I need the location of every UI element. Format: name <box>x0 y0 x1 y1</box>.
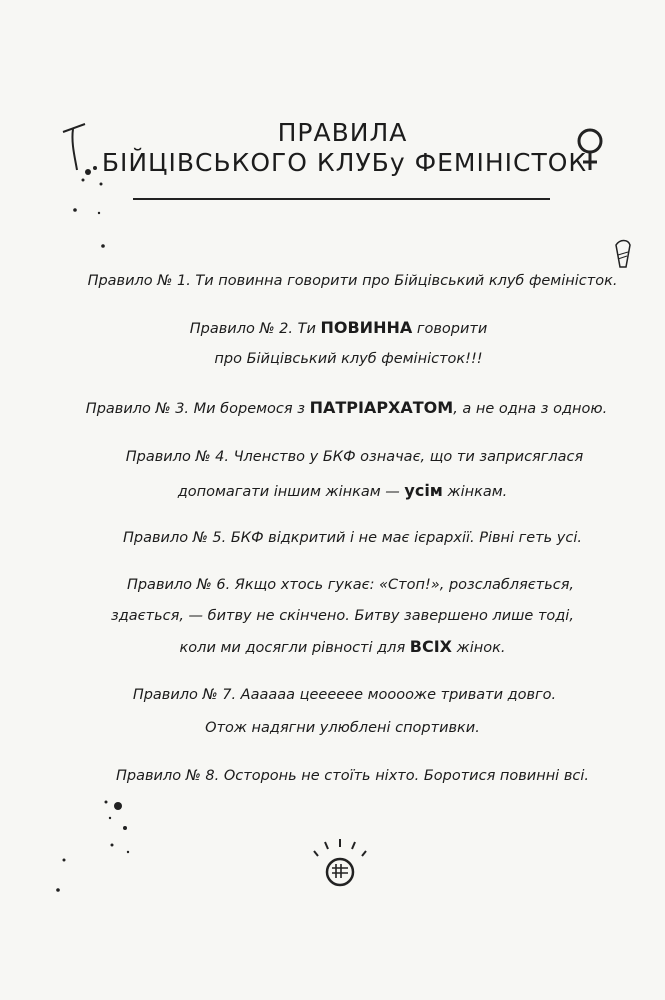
rule-1: Правило № 1. Ти повинна говорити про Бійцівський клуб феміністок. <box>87 273 618 289</box>
rule-7: Правило № 7. Аааааа цеееееe мооооже тривати довго. <box>132 687 557 703</box>
rule-6-line3: коли ми досягли рівності для ВСІХ жінок. <box>179 637 506 656</box>
page-title-line2: БІЙЦІВСЬКОГО КЛУБу ФЕМІНІСТОК <box>101 148 588 177</box>
venus-symbol-icon <box>570 125 610 175</box>
rule-4: Правило № 4. Членство у БКФ означає, що ти заприсяглася <box>125 449 584 465</box>
rule-3: Правило № 3. Ми боремося з ПАТРІАРХАТОМ, а не одна з одною. <box>85 398 608 417</box>
rule-2-line2: про Бійцівський клуб феміністок!!! <box>214 351 483 367</box>
rule-4-line2: допомагати іншим жінкам — усім жінкам. <box>177 481 508 500</box>
rule-6-line2: здається, — битву не скінчено. Битву завершено лише тоді, <box>111 608 574 624</box>
rule-5: Правило № 5. БКФ відкритий і не має ієрархії. Рівні геть усі. <box>122 530 582 546</box>
rule-6: Правило № 6. Якщо хтось гукає: «Стоп!», розслабляється, <box>126 577 575 593</box>
title-underline <box>133 198 550 200</box>
ink-splatter-icon <box>50 790 140 900</box>
rule-2: Правило № 2. Ти ПОВИННА говорити <box>189 318 488 337</box>
raised-fist-icon <box>310 838 370 890</box>
rule-8: Правило № 8. Осторонь не стоїть ніхто. Боротися повинні всі. <box>116 768 589 784</box>
rule-7-line2: Отож надягни улюблені спортивки. <box>205 720 480 736</box>
page-title-line1: ПРАВИЛА <box>277 118 408 147</box>
